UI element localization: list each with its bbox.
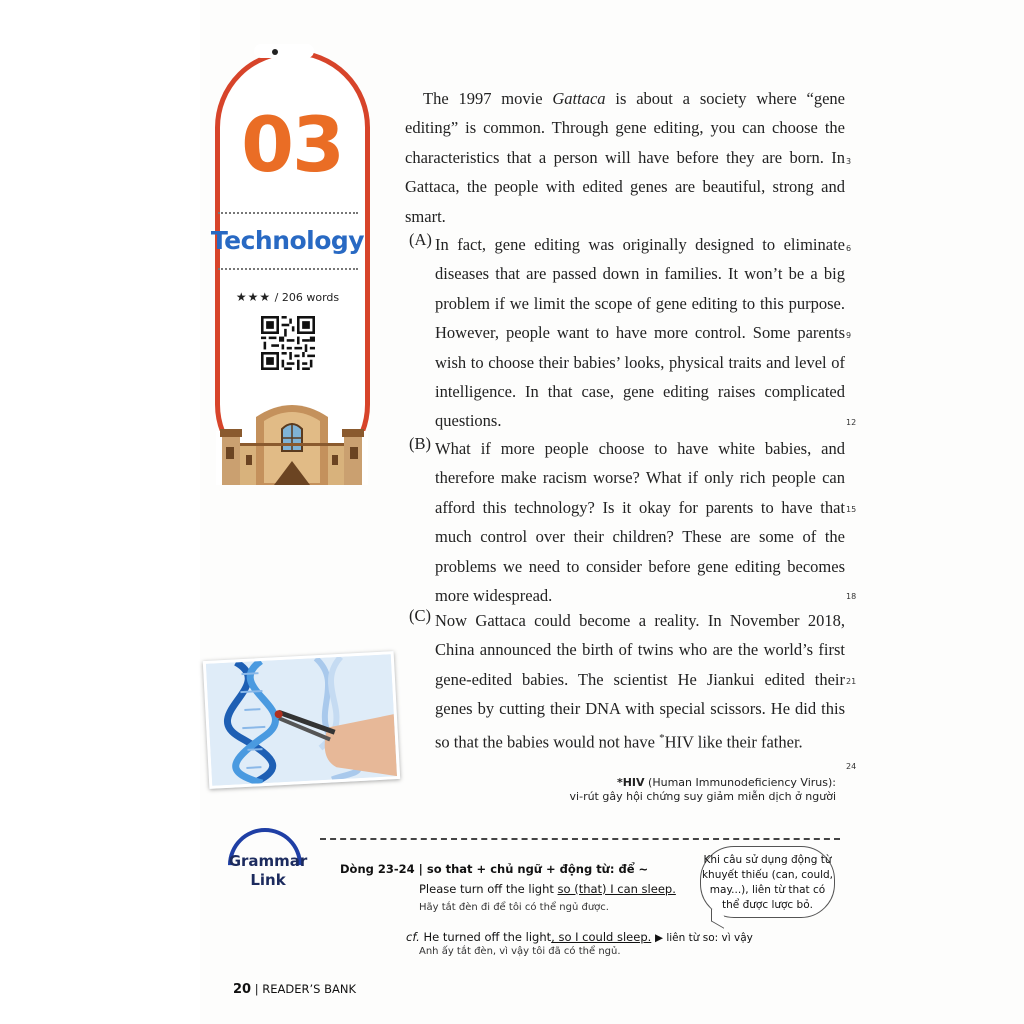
line-number: 21 — [846, 677, 857, 686]
example-1-text: Please turn off the light — [419, 882, 558, 896]
paragraph-c — [435, 606, 845, 757]
divider-bottom — [218, 268, 358, 270]
paragraph-a: In fact, gene editing was originally designed to eliminate diseases that are passed down in families. It won’t be a big problem if we limit the scope of gene editing to this purpose. However, people want to have more control. Some parents wish to choose their babies’ looks, physical traits and level of intelligence. In that case, gene editing raises complicated questions. — [435, 235, 845, 431]
paragraph-b: What if more people choose to have white babies, and therefore make racism worse? What if only rich people can afford this technology? Is it okay for parents to have that much control over their children? These are some of the problems we need to consider before gene editing becomes more widespread. — [435, 439, 845, 606]
dna-scissors-photo — [203, 651, 400, 789]
divider-top — [218, 212, 358, 214]
grammar-example-2-translation: Anh ấy tắt đèn, vì vậy tôi đã có thể ngủ. — [419, 946, 621, 957]
grammar-example-2 — [406, 930, 753, 944]
paragraph-c-end: HIV like their father. — [664, 732, 803, 752]
line-number: 3 — [846, 157, 852, 166]
paragraph-c-label: (C) — [409, 606, 431, 625]
footnote-key: *HIV — [616, 776, 645, 789]
grammar-example-1-translation: Hãy tắt đèn đi để tôi có thể ngủ được. — [419, 902, 609, 913]
grammar-heading: Dòng 23-24 | so that + chủ ngữ + động từ: để ~ — [340, 862, 649, 876]
footnote-mark: * — [659, 731, 665, 744]
intro-paragraph — [405, 84, 845, 231]
difficulty-stars: ★★★ — [235, 290, 272, 304]
line-number: 6 — [846, 244, 852, 253]
example-2-note: ▶ liên từ so: vì vậy — [654, 932, 753, 944]
example-1-underlined: so (that) I can sleep. — [557, 882, 676, 896]
tip-speech-bubble: Khi câu sử dụng động từ khuyết thiếu (can, could, may...), liên từ that có thể được lược bỏ. — [700, 846, 835, 918]
line-number: 12 — [846, 418, 857, 427]
book-title: | READER’S BANK — [254, 982, 357, 996]
church-building-illustration — [216, 395, 368, 485]
paragraph-b-label: (B) — [409, 434, 431, 453]
line-number: 15 — [846, 505, 857, 514]
example-2-underlined: , so I could sleep. — [551, 930, 652, 944]
difficulty-rating — [210, 290, 365, 304]
cf-label: cf. — [406, 930, 420, 944]
page-footer — [233, 982, 356, 997]
badge-dot — [272, 49, 278, 55]
footnote-expansion: (Human Immunodeficiency Virus): — [648, 776, 836, 789]
paragraph-a-label: (A) — [409, 230, 432, 249]
badge-cap — [254, 44, 314, 58]
paragraph-c-text: Now Gattaca could become a reality. In November 2018, China announced the birth of twins who are the world’s first gene-edited babies. The scientist He Jiankui edited their genes by cutting their DNA with special scissors. He did this so that the babies would not have — [435, 611, 845, 752]
intro-text — [405, 84, 845, 231]
qr-code-icon[interactable] — [261, 316, 315, 370]
word-count: / 206 words — [274, 291, 340, 304]
example-2-text: He turned off the light — [419, 930, 552, 944]
page-number: 20 — [233, 982, 252, 997]
line-number: 24 — [846, 762, 857, 771]
grammar-link-title — [228, 852, 308, 890]
footnote-translation: vi-rút gây hội chứng suy giảm miễn dịch ở người — [569, 790, 836, 803]
line-number: 9 — [846, 331, 852, 340]
footnote-line1 — [560, 776, 836, 790]
grammar-example-1 — [419, 882, 676, 896]
unit-topic: Technology — [210, 226, 365, 255]
intro-part2: is about a society where “gene editing” is common. Through gene editing, you can choose the characteristics that a person will have before they are born. In Gattaca, the people with edited genes are beautiful, strong and smart. — [405, 89, 845, 226]
grammar-title-line2: Link — [250, 871, 286, 889]
grammar-title-line1: Grammar — [228, 852, 308, 870]
footnote — [560, 776, 836, 804]
grammar-divider — [320, 838, 840, 840]
line-number: 18 — [846, 592, 857, 601]
unit-number: 03 — [241, 100, 343, 189]
movie-title: Gattaca — [552, 89, 606, 108]
intro-part1: The 1997 movie — [423, 89, 553, 108]
